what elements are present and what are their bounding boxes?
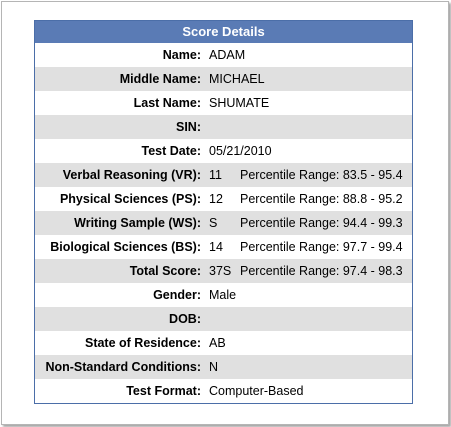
last-name-label: Last Name:: [133, 96, 201, 110]
row-last-name: [35, 91, 412, 115]
biological-sciences-percentile: Percentile Range: 97.7 - 99.4: [240, 240, 403, 254]
physical-sciences-percentile: Percentile Range: 88.8 - 95.2: [240, 192, 403, 206]
sin-label: SIN:: [176, 120, 201, 134]
gender-label: Gender:: [153, 288, 201, 302]
row-writing-sample: [35, 211, 412, 235]
biological-sciences-score: 14: [209, 240, 223, 254]
physical-sciences-label: Physical Sciences (PS):: [59, 192, 201, 206]
row-sin: [35, 115, 412, 139]
row-test-format: [35, 379, 412, 403]
test-format-label: Test Format:: [126, 384, 201, 398]
row-state-of-residence: [35, 331, 412, 355]
total-score-label: Total Score:: [129, 264, 201, 278]
total-score-percentile: Percentile Range: 97.4 - 98.3: [240, 264, 403, 278]
row-verbal-reasoning: [35, 163, 412, 187]
verbal-reasoning-score: 11: [209, 168, 222, 182]
name-value: ADAM: [209, 48, 246, 62]
dob-label: DOB:: [169, 312, 201, 326]
writing-sample-score: S: [209, 216, 218, 230]
row-dob: [35, 307, 412, 331]
score-details-table: [35, 43, 412, 403]
middle-name-label: Middle Name:: [119, 72, 201, 86]
verbal-reasoning-label: Verbal Reasoning (VR):: [62, 168, 201, 182]
non-standard-conditions-value: N: [209, 360, 219, 374]
verbal-reasoning-percentile: Percentile Range: 83.5 - 95.4: [240, 168, 403, 182]
panel-title: Score Details: [35, 21, 412, 43]
non-standard-conditions-label: Non-Standard Conditions:: [45, 360, 201, 374]
physical-sciences-score: 12: [209, 192, 223, 206]
writing-sample-label: Writing Sample (WS):: [74, 216, 201, 230]
dob-value: [207, 307, 412, 331]
row-total-score: [35, 259, 412, 283]
last-name-value: SHUMATE: [209, 96, 270, 110]
state-of-residence-label: State of Residence:: [84, 336, 201, 350]
score-details-panel: [34, 20, 413, 404]
row-non-standard-conditions: [35, 355, 412, 379]
state-of-residence-value: AB: [209, 336, 226, 350]
row-name: [35, 43, 412, 67]
writing-sample-percentile: Percentile Range: 94.4 - 99.3: [240, 216, 403, 230]
screenshot-frame: [1, 1, 449, 425]
test-date-label: Test Date:: [141, 144, 201, 158]
total-score-value: 37S: [209, 264, 232, 278]
row-gender: [35, 283, 412, 307]
middle-name-value: MICHAEL: [209, 72, 265, 86]
test-date-value: 05/21/2010: [209, 144, 272, 158]
row-physical-sciences: [35, 187, 412, 211]
biological-sciences-label: Biological Sciences (BS):: [50, 240, 201, 254]
row-middle-name: [35, 67, 412, 91]
row-test-date: [35, 139, 412, 163]
test-format-value: Computer-Based: [209, 384, 304, 398]
row-biological-sciences: [35, 235, 412, 259]
sin-value: [207, 115, 412, 139]
gender-value: Male: [209, 288, 237, 302]
name-label: Name:: [162, 48, 201, 62]
